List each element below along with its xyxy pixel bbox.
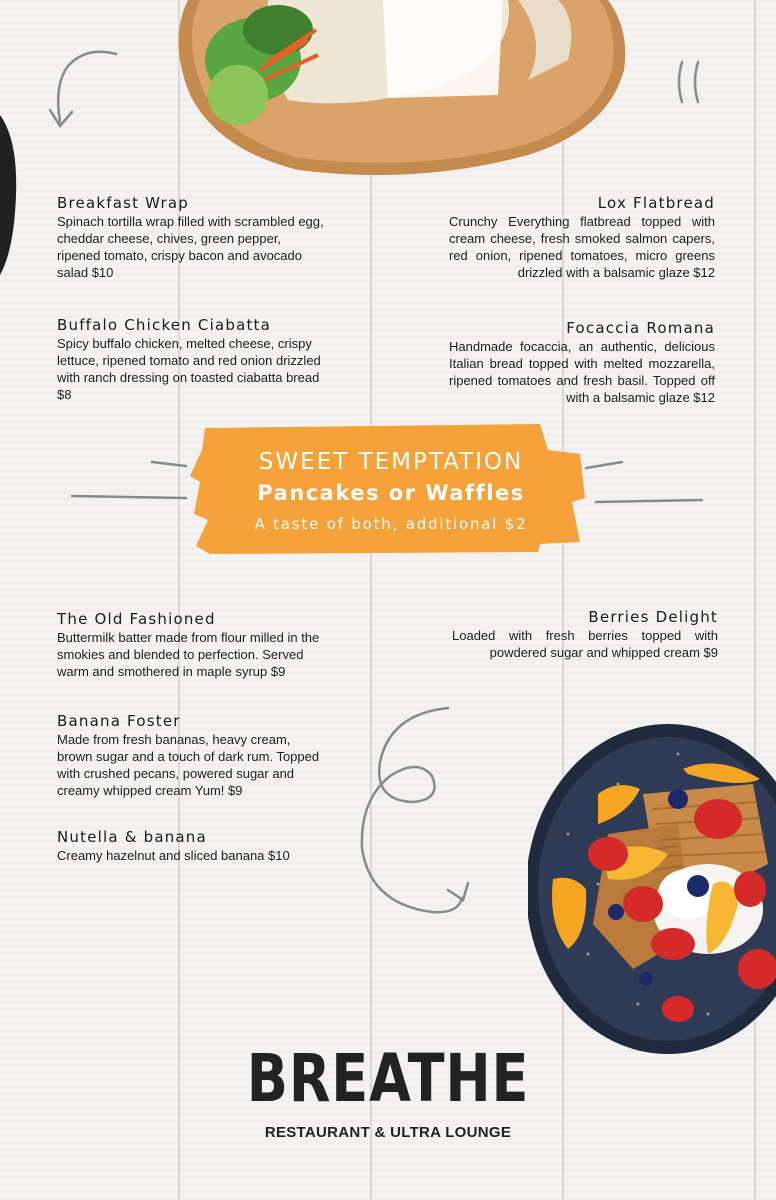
- item-title: Buffalo Chicken Ciabatta: [57, 316, 272, 334]
- brand-tagline: RESTAURANT & ULTRA LOUNGE: [264, 1124, 512, 1141]
- item-title: Banana Foster: [57, 712, 181, 730]
- menu-item-lox-flatbread: [449, 194, 715, 281]
- item-description: Loaded with fresh berries topped with powdered sugar and whipped cream $9: [452, 628, 718, 660]
- menu-item-focaccia-romana: [449, 319, 715, 406]
- item-description: Crunchy Everything flatbread topped with cream cheese, fresh smoked salmon capers, red onion, ripened tomatoes, micro greens drizzled with a balsamic glaze $12: [449, 214, 715, 280]
- brand-logo: BREATHE: [246, 1040, 530, 1117]
- item-title: Berries Delight: [588, 608, 718, 626]
- banner-note: A taste of both, additional $2: [254, 515, 528, 533]
- wrap-photo: [168, 0, 630, 182]
- item-title: Breakfast Wrap: [57, 194, 190, 212]
- item-description: Handmade focaccia, an authentic, delicious Italian bread topped with melted mozzarella, ripened tomatoes and fresh basil. Topped off with a balsamic glaze $12: [449, 339, 715, 405]
- menu-item-banana-foster: [57, 712, 329, 799]
- waffle-photo: [528, 724, 776, 1054]
- item-description: Buttermilk batter made from flour milled in the smokies and blended to perfection. Served warm and smothered in maple syrup $9: [57, 630, 320, 679]
- menu-item-buffalo-chicken-ciabatta: [57, 316, 325, 403]
- quote-marks-doodle: [672, 58, 708, 108]
- banner-title: SWEET TEMPTATION: [258, 449, 524, 475]
- menu-item-breakfast-wrap: [57, 194, 327, 281]
- item-description: Creamy hazelnut and sliced banana $10: [57, 848, 290, 863]
- curved-arrow-doodle: [46, 44, 126, 139]
- menu-item-old-fashioned: [57, 610, 325, 680]
- edge-plate-shadow: [0, 110, 20, 280]
- banner-subtitle: Pancakes or Waffles: [257, 481, 525, 505]
- item-description: Spicy buffalo chicken, melted cheese, crispy lettuce, ripened tomato and red onion drizzled with ranch dressing on toasted ciabatta bread $8: [57, 336, 321, 402]
- item-title: Nutella & banana: [57, 828, 207, 846]
- swirl-arrow-doodle: [350, 700, 480, 925]
- item-title: Lox Flatbread: [597, 194, 715, 212]
- menu-item-nutella-banana: [57, 828, 329, 864]
- item-title: The Old Fashioned: [57, 610, 216, 628]
- menu-item-berries-delight: [452, 608, 718, 661]
- item-description: Made from fresh bananas, heavy cream, brown sugar and a touch of dark rum. Topped with crushed pecans, powered sugar and creamy whipped cream Yum! $9: [57, 732, 320, 798]
- item-description: Spinach tortilla wrap filled with scrambled egg, cheddar cheese, chives, green pepper, ripened tomato, crispy bacon and avocado salad $10: [57, 214, 324, 280]
- item-title: Focaccia Romana: [566, 319, 715, 337]
